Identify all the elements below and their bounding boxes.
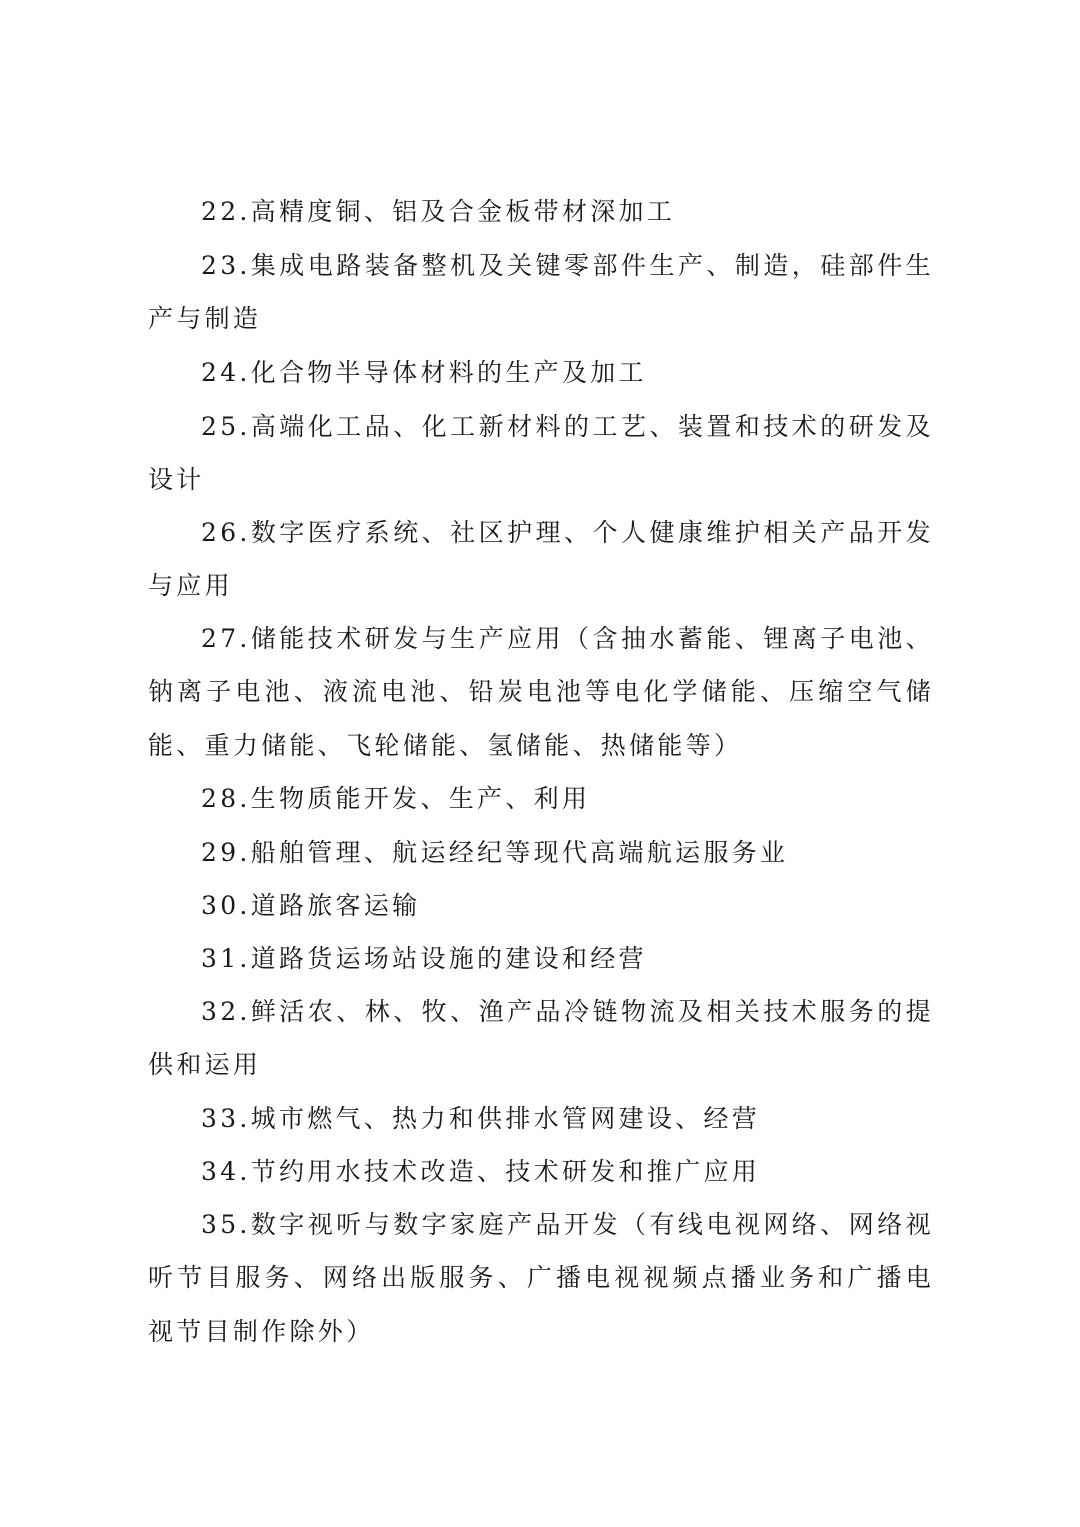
list-item: 32.鲜活农、林、牧、渔产品冷链物流及相关技术服务的提供和运用 — [148, 997, 934, 1080]
list-item: 24.化合物半导体材料的生产及加工 — [201, 358, 647, 387]
list-item: 25.高端化工品、化工新材料的工艺、装置和技术的研发及设计 — [148, 412, 934, 495]
list-item: 26.数字医疗系统、社区护理、个人健康维护相关产品开发与应用 — [148, 518, 934, 601]
list-item: 35.数字视听与数字家庭产品开发（有线电视网络、网络视听节目服务、网络出版服务、广播电视视频点播业务和广播电视节目制作除外） — [148, 1210, 934, 1346]
list-item: 22.高精度铜、铝及合金板带材深加工 — [201, 197, 676, 226]
list-item: 23.集成电路装备整机及关键零部件生产、制造，硅部件生产与制造 — [148, 251, 934, 334]
list-item: 31.道路货运场站设施的建设和经营 — [201, 944, 647, 973]
list-item: 27.储能技术研发与生产应用（含抽水蓄能、锂离子电池、钠离子电池、液流电池、铅炭电池等电化学储能、压缩空气储能、重力储能、飞轮储能、氢储能、热储能等） — [148, 624, 934, 760]
list-item: 33.城市燃气、热力和供排水管网建设、经营 — [201, 1104, 761, 1133]
list-item: 28.生物质能开发、生产、利用 — [201, 784, 591, 813]
list-item: 30.道路旅客运输 — [201, 891, 421, 920]
list-item: 29.船舶管理、航运经纪等现代高端航运服务业 — [201, 838, 789, 867]
list-item: 34.节约用水技术改造、技术研发和推广应用 — [201, 1157, 761, 1186]
